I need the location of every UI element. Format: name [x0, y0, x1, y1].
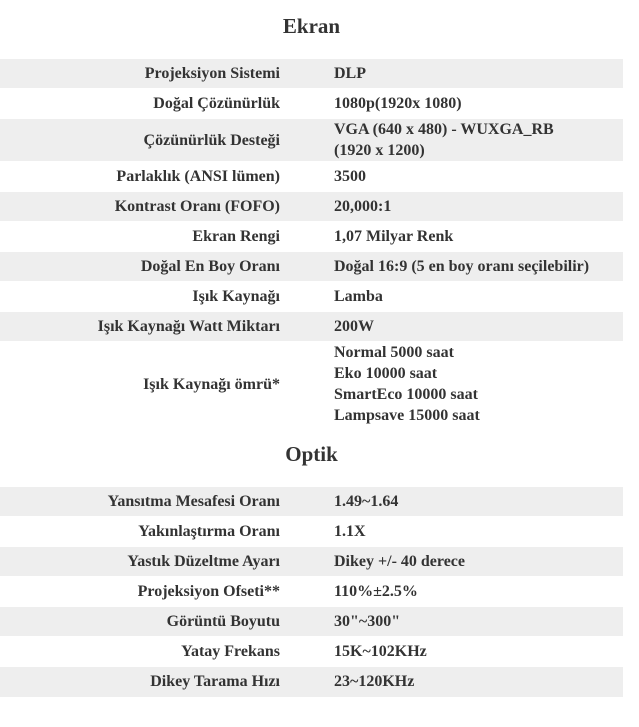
spec-row [0, 607, 623, 637]
spec-row [0, 342, 623, 427]
spec-label: Yansıtma Mesafesi Oranı [0, 487, 293, 517]
spec-value: 110%±2.5% [293, 577, 623, 607]
spec-row [0, 59, 623, 89]
spec-label: Dikey Tarama Hızı [0, 667, 293, 697]
spec-row [0, 119, 623, 162]
section-title-ekran: Ekran [282, 14, 341, 38]
spec-label: Görüntü Boyutu [0, 607, 293, 637]
spec-value-multiline [293, 342, 623, 427]
spec-row [0, 637, 623, 667]
spec-label: Yakınlaştırma Oranı [0, 517, 293, 547]
spec-row [0, 192, 623, 222]
spec-label: Yastık Düzeltme Ayarı [0, 547, 293, 577]
spec-label: Kontrast Oranı (FOFO) [0, 192, 293, 222]
spec-label: Projeksiyon Sistemi [0, 59, 293, 89]
spec-value: Doğal 16:9 (5 en boy oranı seçilebilir) [293, 252, 623, 282]
spec-table-optik [0, 486, 623, 697]
spec-value: 1.1X [293, 517, 623, 547]
spec-row [0, 282, 623, 312]
spec-value: 1,07 Milyar Renk [293, 222, 623, 252]
spec-value: 30"~300" [293, 607, 623, 637]
spec-label: Ekran Rengi [0, 222, 293, 252]
spec-value-line: Lampsave 15000 saat [334, 407, 480, 424]
spec-value: 200W [293, 312, 623, 342]
spec-value: VGA (640 x 480) - WUXGA_RB (1920 x 1200) [293, 119, 623, 162]
spec-value-line: Eko 10000 saat [334, 365, 438, 382]
spec-label: Işık Kaynağı [0, 282, 293, 312]
spec-value: Lamba [293, 282, 623, 312]
spec-row [0, 517, 623, 547]
spec-label: Doğal En Boy Oranı [0, 252, 293, 282]
spec-value: 3500 [293, 162, 623, 192]
spec-table-ekran [0, 58, 623, 426]
spec-row [0, 312, 623, 342]
spec-row [0, 577, 623, 607]
spec-label: Işık Kaynağı Watt Miktarı [0, 312, 293, 342]
spec-row [0, 222, 623, 252]
spec-value: 1080p(1920x 1080) [293, 89, 623, 119]
spec-row [0, 487, 623, 517]
spec-value-line: SmartEco 10000 saat [334, 386, 478, 403]
spec-label: Işık Kaynağı ömrü* [0, 342, 293, 427]
spec-label: Projeksiyon Ofseti** [0, 577, 293, 607]
spec-row [0, 667, 623, 697]
section-title-optik: Optik [285, 442, 338, 466]
spec-label: Yatay Frekans [0, 637, 293, 667]
spec-value: 1.49~1.64 [293, 487, 623, 517]
spec-label: Doğal Çözünürlük [0, 89, 293, 119]
spec-value: DLP [293, 59, 623, 89]
spec-row [0, 252, 623, 282]
spec-row [0, 547, 623, 577]
spec-label: Çözünürlük Desteği [0, 119, 293, 162]
spec-value: 23~120KHz [293, 667, 623, 697]
spec-value-line: Normal 5000 saat [334, 344, 454, 361]
spec-value: 20,000:1 [293, 192, 623, 222]
spec-row [0, 89, 623, 119]
spec-value: 15K~102KHz [293, 637, 623, 667]
spec-value: Dikey +/- 40 derece [293, 547, 623, 577]
spec-label: Parlaklık (ANSI lümen) [0, 162, 293, 192]
spec-row [0, 162, 623, 192]
